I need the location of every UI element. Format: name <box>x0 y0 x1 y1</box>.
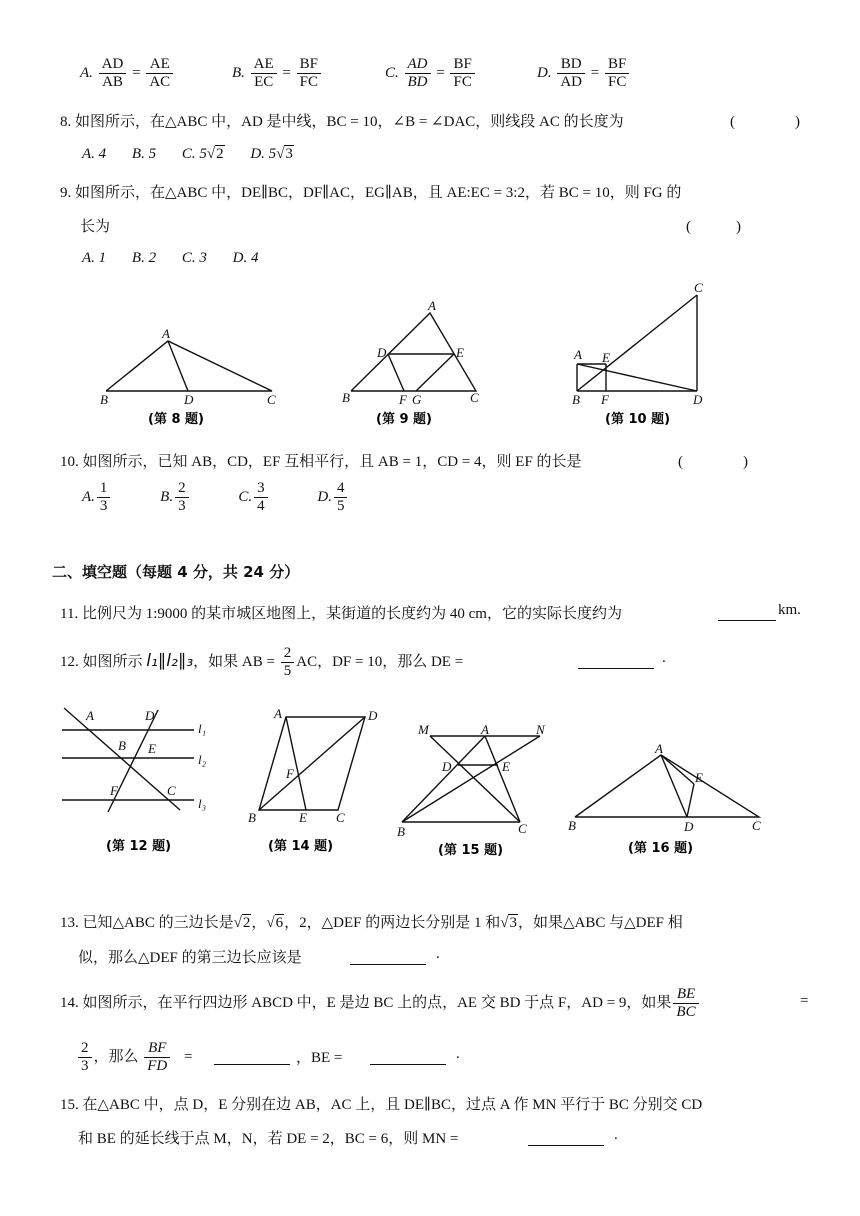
numerator: AE <box>251 56 277 74</box>
figures-row-1 <box>0 280 860 430</box>
option-a: A. 1 <box>82 250 107 266</box>
q12-post-text: AC，DF = 10，那么 DE = <box>296 653 464 670</box>
denominator: FC <box>607 74 627 90</box>
fraction <box>144 1040 170 1075</box>
fraction <box>557 56 585 91</box>
fraction <box>99 56 127 91</box>
option-letter: D. <box>317 488 332 505</box>
option-letter: D. <box>537 64 552 81</box>
q10-options <box>82 480 349 515</box>
q15-line-2: 和 BE 的延长线于点 M，N，若 DE = 2，BC = 6，则 MN = <box>78 1131 459 1147</box>
figure-15-caption: (第 15 题) <box>438 843 504 858</box>
label-b: B <box>118 738 126 753</box>
numerator: BF <box>450 56 474 74</box>
label-d: D <box>145 708 155 723</box>
q13-answer-blank[interactable] <box>350 946 426 965</box>
q15-answer-blank[interactable] <box>528 1127 604 1146</box>
denominator: FD <box>147 1058 168 1074</box>
option-c: C. 5 <box>181 146 207 162</box>
q15-period: . <box>614 1127 618 1143</box>
q9-options <box>82 250 258 267</box>
figure-8 <box>106 341 272 391</box>
label-b: B <box>342 390 350 405</box>
denominator: BC <box>676 1004 696 1020</box>
q14-answer-blank-2[interactable] <box>370 1046 446 1065</box>
label-f: F <box>110 783 118 798</box>
equals-sign: = <box>590 64 600 81</box>
equals-sign: = <box>436 64 445 81</box>
numerator: 4 <box>334 480 348 498</box>
sqrt-symbol: √3 <box>276 146 293 162</box>
numerator: AD <box>405 56 431 74</box>
option-d: D. 4 <box>232 250 259 266</box>
option-c: C. 3 <box>181 250 207 266</box>
label-e: E <box>502 759 510 774</box>
fraction <box>175 480 189 515</box>
denominator: 3 <box>178 498 186 514</box>
denominator: FC <box>453 74 472 90</box>
label-d: D <box>693 392 703 407</box>
q7-option-a <box>80 56 175 91</box>
label-a: A <box>428 298 436 313</box>
label-c: C <box>518 821 527 836</box>
q15-line-1: 15. 在△ABC 中，点 D，E 分别在边 AB，AC 上，且 DE∥BC，过点 A 作 MN 平行于 BC 分别交 CD <box>60 1097 703 1113</box>
denominator: 5 <box>283 663 292 679</box>
q8-answer-paren: ( ) <box>730 114 800 130</box>
label-e: E <box>695 770 703 785</box>
denominator: 4 <box>257 498 265 514</box>
label-n: N <box>536 722 545 737</box>
figure-14 <box>259 717 365 810</box>
label-b: B <box>568 818 576 833</box>
sqrt-symbol: √3 <box>500 915 517 931</box>
separator: ， <box>251 915 267 931</box>
figure-16-caption: (第 16 题) <box>628 841 694 856</box>
label-b: B <box>572 392 580 407</box>
q14-mid-text: ，那么 <box>93 1048 139 1065</box>
option-letter: B. <box>160 488 174 505</box>
fraction <box>605 56 629 91</box>
fraction <box>334 480 348 515</box>
radicand: 2 <box>216 146 224 162</box>
numerator: BE <box>673 986 698 1004</box>
q10-answer-paren: ( ) <box>678 454 748 470</box>
label-d: D <box>377 345 387 360</box>
label-e: E <box>456 345 464 360</box>
q8-text: 8. 如图所示，在△ABC 中，AD 是中线，BC = 10，∠B = ∠DAC，则线段 AC 的长度为 <box>60 114 624 130</box>
radicand: 3 <box>285 146 293 162</box>
label-c: C <box>336 810 345 825</box>
figure-12-caption: (第 12 题) <box>106 839 172 854</box>
fraction <box>254 480 268 515</box>
fraction <box>146 56 173 91</box>
label-c: C <box>470 390 479 405</box>
label-a: A <box>274 706 282 721</box>
q7-option-b <box>232 56 323 91</box>
q12-answer-blank[interactable] <box>578 650 654 669</box>
denominator: AC <box>149 74 171 90</box>
q13-period: . <box>436 946 440 962</box>
fraction <box>78 1040 92 1075</box>
q12-handwritten-lines: l₁∥l₂∥₃ <box>146 650 194 671</box>
radicand: 3 <box>509 915 517 931</box>
figure-9-caption: (第 9 题) <box>376 412 432 427</box>
equals-sign: = <box>800 993 809 1009</box>
denominator: 3 <box>99 498 108 514</box>
figure-14-caption: (第 14 题) <box>268 839 334 854</box>
label-m: M <box>418 722 429 737</box>
q13-line-1 <box>60 911 683 932</box>
label-e: E <box>148 741 156 756</box>
label-c: C <box>267 392 276 407</box>
q14-line-2 <box>76 1040 192 1075</box>
fraction <box>405 56 431 91</box>
figure-16 <box>575 755 759 817</box>
q14-be-text: ，BE = <box>296 1050 343 1066</box>
option-letter: B. <box>232 64 245 81</box>
label-d: D <box>184 392 194 407</box>
q11-answer-blank[interactable] <box>718 602 776 621</box>
q14-period: . <box>456 1046 460 1062</box>
q13-text-b: ，2，△DEF 的两边长分别是 1 和 <box>284 915 501 931</box>
denominator: EC <box>254 74 274 90</box>
option-b: B. 5 <box>131 146 157 162</box>
numerator: AD <box>99 56 127 74</box>
option-letter: A. <box>80 64 93 81</box>
figure-10 <box>577 295 697 391</box>
sqrt-symbol: √6 <box>266 915 284 931</box>
label-e: E <box>299 810 307 825</box>
numerator: BF <box>297 56 321 74</box>
label-f: F <box>286 766 294 781</box>
label-a: A <box>86 708 94 723</box>
q14-line-1 <box>60 986 701 1021</box>
label-d: D <box>684 819 694 834</box>
numerator: 2 <box>175 480 189 498</box>
fraction <box>450 56 474 91</box>
q9-answer-paren: ( ) <box>686 219 741 235</box>
sqrt-symbol: √2 <box>206 146 224 162</box>
fraction <box>297 56 321 91</box>
label-l1: l₁ <box>198 721 207 736</box>
figure-15 <box>402 736 540 822</box>
label-b: B <box>100 392 108 407</box>
q12-line <box>60 645 463 680</box>
denominator: FC <box>299 74 318 90</box>
numerator: 3 <box>254 480 268 498</box>
fraction <box>673 986 698 1021</box>
denominator: BD <box>407 74 428 90</box>
fraction <box>251 56 277 91</box>
option-a: A. 4 <box>82 146 107 162</box>
q13-line-2: 似，那么△DEF 的第三边长应该是 <box>78 950 302 966</box>
label-l3: l₃ <box>198 796 207 811</box>
label-e: E <box>602 350 610 365</box>
option-letter: C. <box>238 488 253 505</box>
label-g: G <box>412 392 422 407</box>
label-a: A <box>655 741 663 756</box>
q14-answer-blank-1[interactable] <box>214 1046 290 1065</box>
fraction <box>97 480 111 515</box>
numerator: 2 <box>281 645 295 663</box>
q9-text: 9. 如图所示，在△ABC 中，DE∥BC，DF∥AC，EG∥AB，且 AE:EC = 3:2，若 BC = 10，则 FG 的 <box>60 185 682 201</box>
label-b: B <box>248 810 256 825</box>
figure-8-caption: (第 8 题) <box>148 412 204 427</box>
q7-option-c <box>385 56 477 91</box>
label-a: A <box>574 347 582 362</box>
option-d: D. 5 <box>250 146 277 162</box>
numerator: 2 <box>78 1040 92 1058</box>
label-d: D <box>368 708 378 723</box>
fraction <box>281 645 295 680</box>
q12-period: . <box>662 650 666 666</box>
q13-text-a: 13. 已知△ABC 的三边长是 <box>60 915 234 931</box>
label-c: C <box>694 280 703 295</box>
section-heading: 二、填空题（每题 4 分，共 24 分） <box>52 563 300 581</box>
equals-sign: = <box>184 1048 193 1065</box>
figures-row-2 <box>0 700 860 865</box>
label-c: C <box>752 818 761 833</box>
numerator: BF <box>605 56 629 74</box>
q11-unit: km. <box>778 602 801 618</box>
denominator: AD <box>560 74 583 90</box>
numerator: AE <box>146 56 173 74</box>
q7-option-d <box>537 56 631 91</box>
radicand: 6 <box>275 915 284 931</box>
q11-text: 11. 比例尺为 1:9000 的某市城区地图上，某街道的长度约为 40 cm，它的实际长度约为 <box>60 606 622 622</box>
q8-options <box>82 146 294 163</box>
q14-text: 14. 如图所示，在平行四边形 ABCD 中，E 是边 BC 上的点，AE 交 BD 于点 F，AD = 9，如果 <box>60 994 672 1011</box>
label-l2: l₂ <box>198 752 207 767</box>
option-b: B. 2 <box>131 250 157 266</box>
label-b: B <box>397 824 405 839</box>
label-f: F <box>601 392 609 407</box>
q9-text-line2: 长为 <box>80 219 111 235</box>
label-d: D <box>442 759 452 774</box>
label-f: F <box>399 392 407 407</box>
option-letter: C. <box>385 64 399 81</box>
label-c: C <box>167 783 176 798</box>
sqrt-symbol: √2 <box>233 915 251 931</box>
numerator: BD <box>557 56 585 74</box>
radicand: 2 <box>242 915 251 931</box>
q12-pre-text: 12. 如图所示 <box>60 653 143 670</box>
denominator: 3 <box>81 1058 89 1074</box>
label-a: A <box>162 326 170 341</box>
equals-sign: = <box>282 64 291 81</box>
numerator: 1 <box>97 480 111 498</box>
option-letter: A. <box>82 488 95 505</box>
numerator: BF <box>144 1040 170 1058</box>
q13-text-c: ，如果△ABC 与△DEF 相 <box>517 915 683 931</box>
q10-text: 10. 如图所示，已知 AB，CD，EF 互相平行，且 AB = 1，CD = 4，则 EF 的长是 <box>60 454 582 470</box>
equals-sign: = <box>132 64 141 81</box>
q12-mid-text: ，如果 AB = <box>193 653 275 670</box>
denominator: AB <box>102 74 123 90</box>
label-a: A <box>481 722 489 737</box>
denominator: 5 <box>336 498 345 514</box>
figure-10-caption: (第 10 题) <box>605 412 671 427</box>
